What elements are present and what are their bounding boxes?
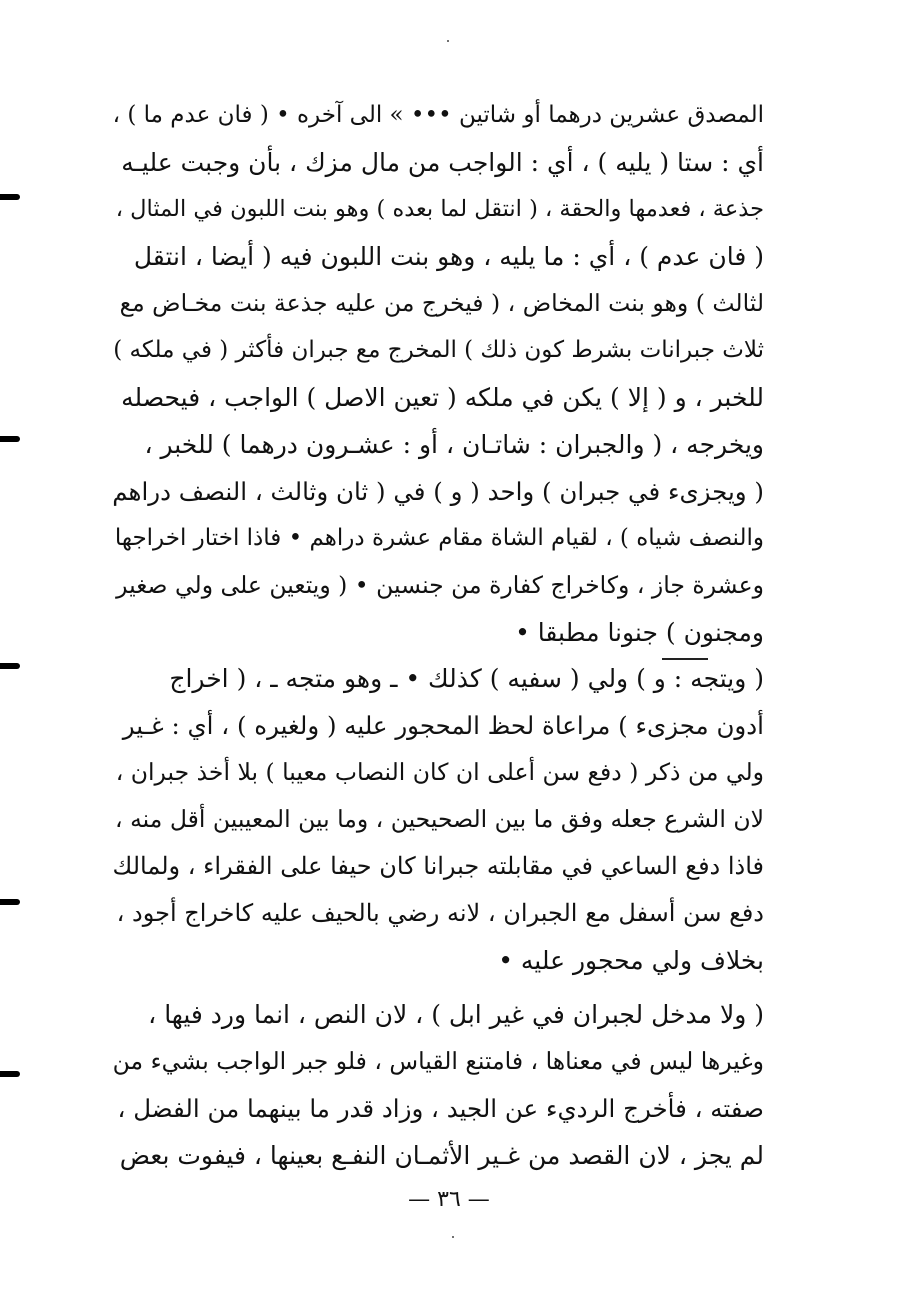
text-line: ( ويجزىء في جبران ) واحد ( و ) في ( ثان وثالث ، النصف دراهم bbox=[112, 477, 764, 506]
paragraph-1 bbox=[112, 92, 764, 656]
binding-mark bbox=[0, 1071, 20, 1077]
text-line: دفع سن أسفل مع الجبران ، لانه رضي بالحيف عليه كاخراج أجود ، bbox=[116, 899, 764, 927]
binding-mark bbox=[0, 899, 20, 905]
binding-mark bbox=[0, 663, 20, 669]
text-line: ولي من ذكر ( دفع سن أعلى ان كان النصاب معيبا ) بلا أخذ جبران ، bbox=[115, 758, 764, 786]
text-line: وغيرها ليس في معناها ، فامتنع القياس ، فلو جبر الواجب بشيء من bbox=[112, 1047, 764, 1075]
text-line: لم يجز ، لان القصد من غـير الأثمـان النفـع بعينها ، فيفوت بعض bbox=[119, 1141, 764, 1170]
text-line: وعشرة جاز ، وكاخراج كفارة من جنسين • ( ويتعين على ولي صغير bbox=[116, 571, 764, 599]
text-line: للخبر ، و ( إلا ) يكن في ملكه ( تعين الاصل ) الواجب ، فيحصله bbox=[121, 383, 764, 412]
paragraph-2 bbox=[112, 655, 764, 984]
text-line: ويخرجه ، ( والجبران : شاتـان ، أو : عشـرون درهما ) للخبر ، bbox=[144, 430, 764, 459]
text-line: ومجنون ) جنونا مطبقا • bbox=[515, 618, 764, 647]
text-line: والنصف شياه ) ، لقيام الشاة مقام عشرة دراهم • فاذا اختار اخراجها bbox=[114, 525, 764, 551]
text-line: بخلاف ولي محجور عليه • bbox=[498, 946, 764, 975]
page-number: — ٣٦ — bbox=[408, 1187, 490, 1212]
binding-mark bbox=[0, 436, 20, 442]
paragraph-3 bbox=[112, 991, 764, 1179]
text-line: صفته ، فأخرج الرديء عن الجيد ، وزاد قدر ما بينهما من الفضل ، bbox=[117, 1094, 764, 1123]
text-line: ( ويتجه : و ) ولي ( سفيه ) كذلك • ـ وهو متجه ـ ، ( اخراج bbox=[169, 664, 764, 693]
text-line: ( ولا مدخل لجبران في غير ابل ) ، لان النص ، انما ورد فيها ، bbox=[148, 1000, 764, 1029]
text-line: ثلاث جبرانات بشرط كون ذلك ) المخرج مع جبران فأكثر ( في ملكه ) bbox=[113, 337, 764, 363]
text-line: لثالث ) وهو بنت المخاض ، ( فيخرج من عليه جذعة بنت مخـاض مع bbox=[119, 289, 764, 317]
text-line: جذعة ، فعدمها والحقة ، ( انتقل لما بعده ) وهو بنت اللبون في المثال ، bbox=[115, 196, 764, 222]
text-line: لان الشرع جعله وفق ما بين الصحيحين ، وما بين المعيبين أقل منه ، bbox=[115, 805, 764, 833]
paper-speck bbox=[452, 1236, 454, 1238]
text-line: المصدق عشرين درهما أو شاتين ••• » الى آخره • ( فان عدم ما ) ، bbox=[112, 102, 764, 128]
text-line: فاذا دفع الساعي في مقابلته جبرانا كان حيفا على الفقراء ، ولمالك bbox=[112, 852, 764, 880]
binding-mark bbox=[0, 194, 20, 200]
text-line: أدون مجزىء ) مراعاة لحظ المحجور عليه ( ولغيره ) ، أي : غـير bbox=[122, 711, 764, 740]
paper-speck bbox=[447, 40, 449, 42]
text-line: أي : ستا ( يليه ) ، أي : الواجب من مال مزك ، بأن وجبت عليـه bbox=[121, 148, 764, 177]
text-line: ( فان عدم ) ، أي : ما يليه ، وهو بنت اللبون فيه ( أيضا ، انتقل bbox=[133, 242, 764, 271]
